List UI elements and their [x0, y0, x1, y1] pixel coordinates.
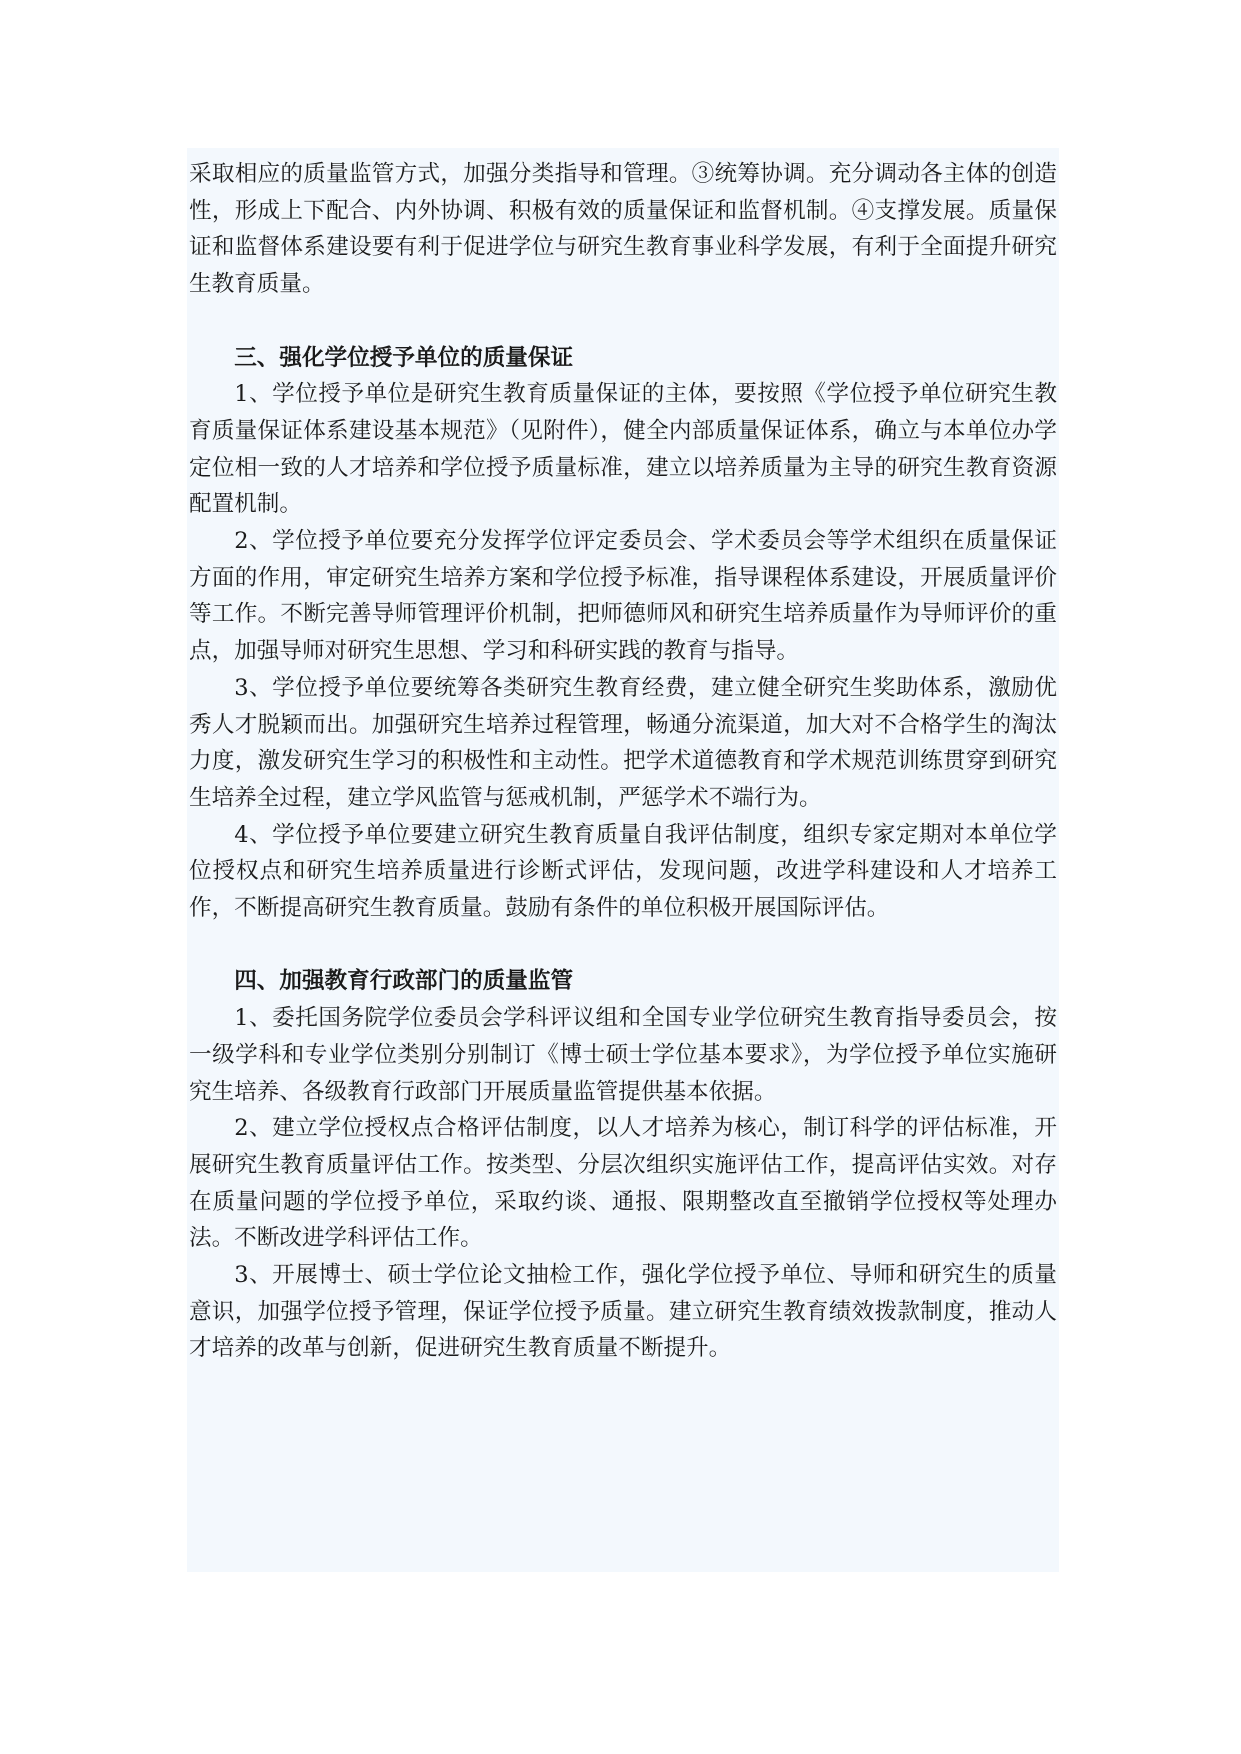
section-4-item-1: 1、委托国务院学位委员会学科评议组和全国专业学位研究生教育指导委员会，按一级学科和专业学位类别分别制订《博士硕士学位基本要求》，为学位授予单位实施研究生培养、各级教育行政部门开展质量监管提供基本依据。 — [189, 1005, 1057, 1105]
section-4-heading: 四、加强教育行政部门的质量监管 — [234, 968, 574, 995]
section-3-item-2: 2、学位授予单位要充分发挥学位评定委员会、学术委员会等学术组织在质量保证方面的作用，审定研究生培养方案和学位授予标准，指导课程体系建设，开展质量评价等工作。不断完善导师管理评价机制，把师德师风和研究生培养质量作为导师评价的重点，加强导师对研究生思想、学习和科研实践的教育与指导。 — [189, 528, 1057, 665]
intro-paragraph: 采取相应的质量监管方式，加强分类指导和管理。③统筹协调。充分调动各主体的创造性，形成上下配合、内外协调、积极有效的质量保证和监督机制。④支撑发展。质量保证和监督体系建设要有利于促进学位与研究生教育事业科学发展，有利于全面提升研究生教育质量。 — [189, 161, 1057, 298]
section-4-item-2: 2、建立学位授权点合格评估制度，以人才培养为核心，制订科学的评估标准，开展研究生教育质量评估工作。按类型、分层次组织实施评估工作，提高评估实效。对存在质量问题的学位授予单位，采取约谈、通报、限期整改直至撤销学位授权等处理办法。不断改进学科评估工作。 — [189, 1115, 1057, 1252]
section-3-heading: 三、强化学位授予单位的质量保证 — [234, 344, 574, 371]
section-3-item-1: 1、学位授予单位是研究生教育质量保证的主体，要按照《学位授予单位研究生教育质量保证体系建设基本规范》（见附件），健全内部质量保证体系，确立与本单位办学定位相一致的人才培养和学位授予质量标准，建立以培养质量为主导的研究生教育资源配置机制。 — [189, 381, 1057, 518]
section-4-item-3: 3、开展博士、硕士学位论文抽检工作，强化学位授予单位、导师和研究生的质量意识，加强学位授予管理，保证学位授予质量。建立研究生教育绩效拨款制度，推动人才培养的改革与创新，促进研究生教育质量不断提升。 — [189, 1262, 1057, 1362]
section-gap — [189, 303, 1057, 340]
document-body — [187, 148, 1059, 1572]
section-gap — [189, 927, 1057, 964]
section-3-item-3: 3、学位授予单位要统筹各类研究生教育经费，建立健全研究生奖助体系，激励优秀人才脱颖而出。加强研究生培养过程管理，畅通分流渠道，加大对不合格学生的淘汰力度，激发研究生学习的积极性和主动性。把学术道德教育和学术规范训练贯穿到研究生培养全过程，建立学风监管与惩戒机制，严惩学术不端行为。 — [189, 674, 1057, 811]
section-3-item-4: 4、学位授予单位要建立研究生教育质量自我评估制度，组织专家定期对本单位学位授权点和研究生培养质量进行诊断式评估，发现问题，改进学科建设和人才培养工作，不断提高研究生教育质量。鼓励有条件的单位积极开展国际评估。 — [189, 821, 1057, 922]
